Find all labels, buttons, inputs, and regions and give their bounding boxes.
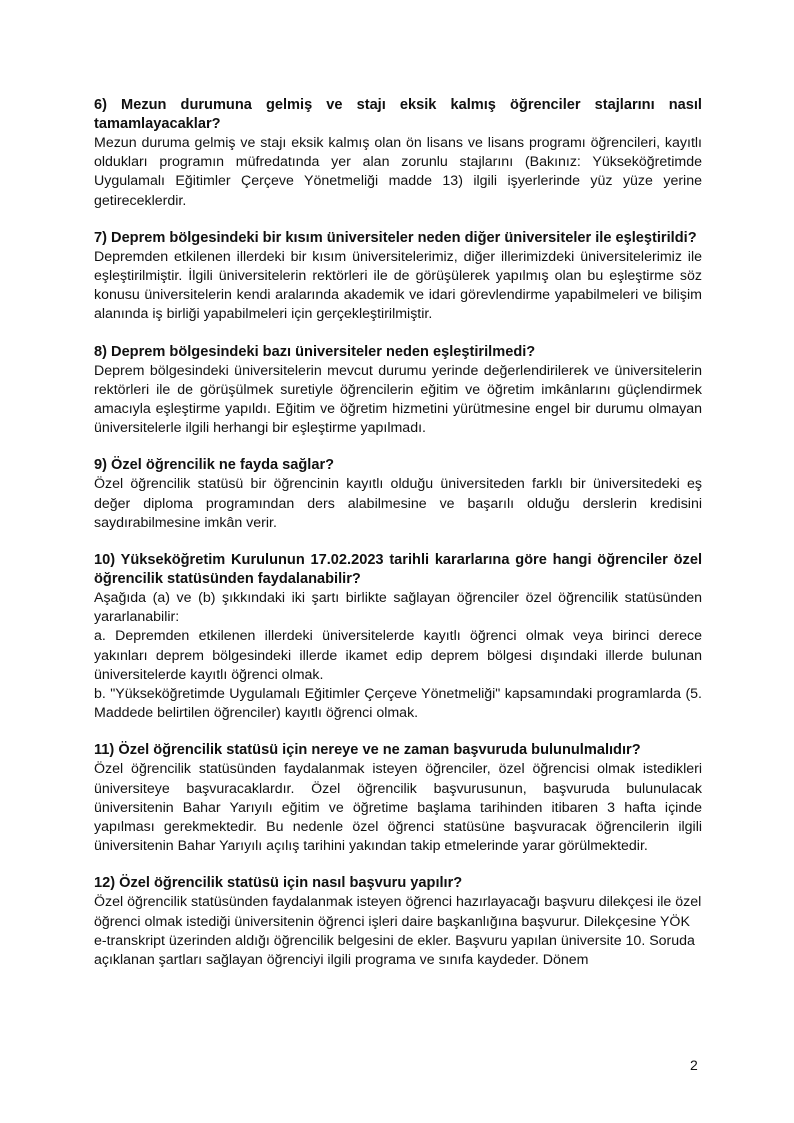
faq-section-10	[94, 551, 702, 723]
faq-answer-item-b: b. "Yükseköğretimde Uygulamalı Eğitimler Çerçeve Yönetmeliği" kapsamındaki programlarda (5. Maddede belirtilen öğrenciler) kayıtlı öğrenci olmak.	[94, 686, 702, 722]
faq-question: 10) Yükseköğretim Kurulunun 17.02.2023 tarihli kararlarına göre hangi öğrenciler özel öğrencilik statüsünden faydalanabilir?	[94, 552, 702, 588]
faq-answer: Özel öğrencilik statüsünden faydalanmak isteyen öğrenciler, özel öğrencisi olmak istedikleri üniversiteye başvuracaklardır. Özel öğrencilik başvurusunun, başvuruda bulunulacak üniversitenin Bahar Yarıyılı eğitim ve öğretime başlama tarihinden itibaren 3 hafta içinde yapılması gerekmektedir. Bu nedenle özel öğrenci statüsüne başvuracak öğrencilerin ilgili üniversitenin Bahar Yarıyılı açılış tarihini yakından takip etmelerinde yarar görülmektedir.	[94, 761, 702, 855]
faq-answer: Özel öğrencilik statüsünden faydalanmak isteyen öğrenci hazırlayacağı başvuru dilekçesi ile özel öğrenci olmak istediği üniversitenin öğrenci işleri daire başkanlığına başvurur. Dilekçesine YÖK e-transkript üzerinden aldığı öğrencilik belgesini de ekler. Başvuru yapılan üniversite 10. Soruda açıklanan şartları sağlayan öğrenciyi ilgili programa ve sınıfa kaydeder. Dönem	[94, 894, 702, 969]
page-number: 2	[690, 1057, 698, 1073]
faq-answer: Depremden etkilenen illerdeki bir kısım üniversitelerimiz, diğer illerimizdeki üniversitelerimiz ile eşleştirilmiştir. İlgili üniversitelerin rektörleri ile de görüşülerek yapılmış olan bu eşleştirme söz konusu üniversitelerin kendi aralarında akademik ve idari görevlendirme yapabilmeleri ve bilişim alanında iş birliği yapabilmeleri için gerçekleştirilmiştir.	[94, 248, 702, 323]
faq-section-11	[94, 741, 702, 856]
faq-question: 8) Deprem bölgesindeki bazı üniversiteler neden eşleştirilmedi?	[94, 343, 536, 360]
faq-answer: Özel öğrencilik statüsü bir öğrencinin kayıtlı olduğu üniversiteden farklı bir üniversitedeki eş değer diploma programından ders alabilmesine ve başarılı olduğu derslerin kredisini saydırabilmesine imkân verir.	[94, 476, 702, 531]
faq-section-9	[94, 456, 702, 533]
faq-question: 6) Mezun durumuna gelmiş ve stajı eksik kalmış öğrenciler stajlarını nasıl tamamlayacaklar?	[94, 97, 702, 132]
faq-question: 9) Özel öğrencilik ne fayda sağlar?	[94, 457, 335, 474]
faq-question: 12) Özel öğrencilik statüsü için nasıl başvuru yapılır?	[94, 875, 463, 892]
faq-question: 7) Deprem bölgesindeki bir kısım üniversiteler neden diğer üniversiteler ile eşleştirildi?	[94, 229, 697, 246]
faq-question: 11) Özel öğrencilik statüsü için nereye ve ne zaman başvuruda bulunulmalıdır?	[94, 742, 641, 759]
faq-answer-item-a: a. Depremden etkilenen illerdeki üniversitelerde kayıtlı öğrenci olmak veya birinci derece yakınları deprem bölgesindeki illerde ikamet edip deprem bölgesi dışındaki illerde bulunan üniversitelerde kayıtlı öğrenci olmak.	[94, 628, 702, 683]
document-page	[94, 96, 702, 988]
faq-answer: Mezun duruma gelmiş ve stajı eksik kalmış olan ön lisans ve lisans programı öğrencileri, kayıtlı oldukları programın müfredatında yer alan zorunlu stajlarını (Bakınız: Yükseköğretimde Uygulamalı Eğitimler Çerçeve Yönetmeliği madde 13) ilgili işyerlerinde yüz yüze yerine getireceklerdir.	[94, 135, 702, 209]
faq-answer: Deprem bölgesindeki üniversitelerin mevcut durumu yerinde değerlendirilerek ve üniversitelerin rektörleri ile de görüşülmek suretiyle öğrencilerin eğitim ve öğretim imkânlarını güçlendirmek amacıyla eşleştirme yapıldı. Eğitim ve öğretim hizmetini yürütmesine engel bir durumu olmayan üniversitelerle ilgili herhangi bir eşleştirme yapılmadı.	[94, 362, 702, 437]
faq-section-8	[94, 343, 702, 439]
faq-answer: Aşağıda (a) ve (b) şıkkındaki iki şartı birlikte sağlayan öğrenciler özel öğrencilik statüsünden yararlanabilir:	[94, 590, 702, 626]
faq-section-6	[94, 96, 702, 211]
faq-section-12	[94, 874, 702, 970]
faq-section-7	[94, 229, 702, 325]
